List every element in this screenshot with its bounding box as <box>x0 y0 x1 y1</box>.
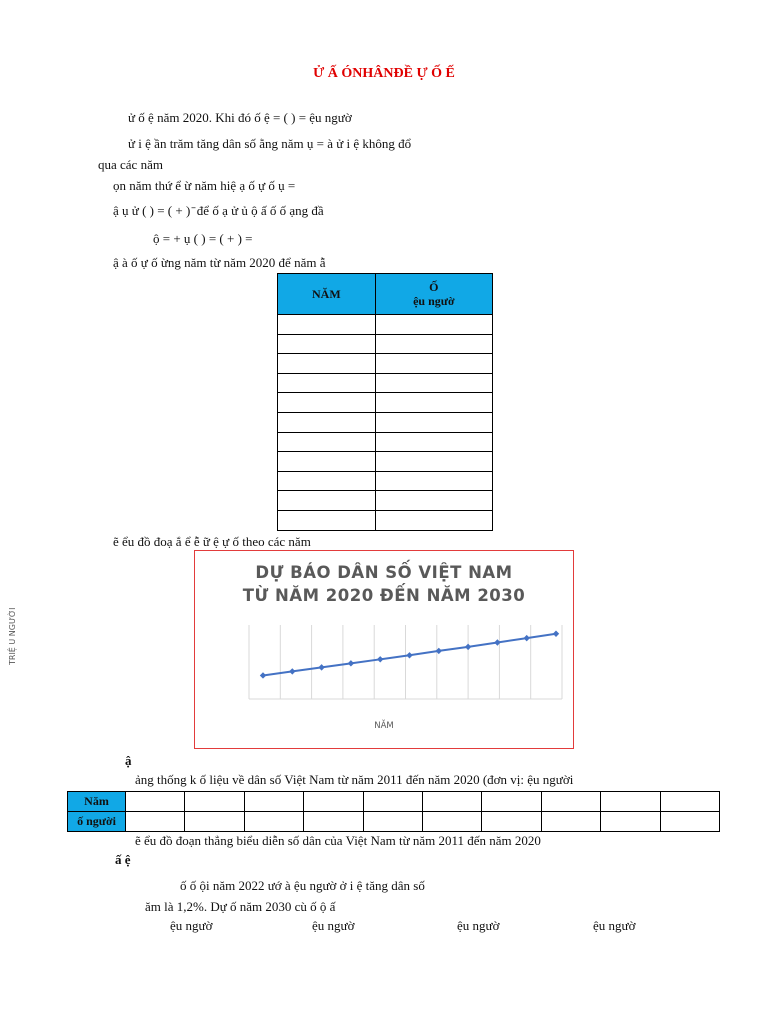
table-cell <box>375 393 492 413</box>
section-2-line-2: ẽ ểu đồ đoạn thẳng biểu diễn số dân của Việt Nam từ năm 2011 đến năm 2020 <box>135 833 541 848</box>
table-header-population <box>375 274 492 315</box>
table-cell <box>278 471 376 491</box>
chart-point <box>465 644 471 650</box>
table-cell <box>278 452 376 472</box>
problem-line-3: qua các năm <box>98 157 163 172</box>
chart-point <box>289 668 295 674</box>
chart-point <box>318 664 324 670</box>
stats-cell <box>422 812 481 832</box>
chart-y-axis-label: TRIỆ U NGƯỜI <box>8 607 17 665</box>
table-row <box>278 373 493 393</box>
stats-cell <box>601 812 660 832</box>
table-cell <box>375 373 492 393</box>
table-cell <box>375 315 492 335</box>
problem-line-5: ậ ụ ử ( ) = ( + ) ̄ để ố ạ ử ủ ộ ấ ố ố ạng đầ <box>113 203 324 218</box>
table-cell <box>278 491 376 511</box>
stats-cell <box>126 792 185 812</box>
chart-point <box>377 656 383 662</box>
table-row <box>278 452 493 472</box>
section-3-line-2: ăm là 1,2%. Dự ố năm 2030 cù ố ộ ấ <box>145 899 336 914</box>
table-cell <box>375 510 492 530</box>
table-cell <box>278 510 376 530</box>
stats-row-population-label: ố người <box>68 812 126 832</box>
table-cell <box>278 393 376 413</box>
stats-cell <box>363 792 422 812</box>
table-row <box>278 393 493 413</box>
problem-line-7: ậ à ố ự ố ừng năm từ năm 2020 để năm ẫ <box>113 255 326 270</box>
table-header-population-unit: ệu ngườ <box>413 293 455 308</box>
stats-table <box>67 791 720 832</box>
table-row <box>278 412 493 432</box>
stats-cell <box>482 792 541 812</box>
chart-x-axis-label: NĂM <box>374 721 394 731</box>
table-row <box>278 491 493 511</box>
table-cell <box>375 412 492 432</box>
chart-plot <box>195 551 573 748</box>
table-cell <box>278 432 376 452</box>
section-2-line: ảng thống k ố liệu về dân số Việt Nam từ năm 2011 đến năm 2020 (đơn vị: ệu người <box>135 772 574 787</box>
table-cell <box>375 452 492 472</box>
problem-line-4: ọn năm thứ ể ừ năm hiệ ạ ố ự ố ụ = <box>113 178 296 193</box>
table-row <box>278 510 493 530</box>
stats-cell <box>185 792 244 812</box>
stats-cell <box>541 812 600 832</box>
stats-cell <box>660 812 719 832</box>
table-cell <box>375 354 492 374</box>
table-cell <box>278 334 376 354</box>
forecast-chart <box>194 550 574 749</box>
stats-cell <box>660 792 719 812</box>
chart-point <box>406 652 412 658</box>
table-row <box>278 315 493 335</box>
table-cell <box>278 354 376 374</box>
table-cell <box>278 315 376 335</box>
table-cell <box>375 432 492 452</box>
stats-cell <box>601 792 660 812</box>
table-cell <box>375 334 492 354</box>
table-row <box>278 432 493 452</box>
table-row <box>278 471 493 491</box>
stats-cell <box>244 812 303 832</box>
chart-point <box>553 631 559 637</box>
table-cell <box>278 412 376 432</box>
problem-line-8: ẽ ểu đồ đoạ ắ ể ễ ữ ệ ự ố theo các năm <box>113 534 311 549</box>
option-d: ệu ngườ <box>593 918 636 933</box>
section-2-heading: ậ <box>125 753 132 768</box>
table-cell <box>375 471 492 491</box>
option-b: ệu ngườ <box>312 918 355 933</box>
population-table <box>277 273 493 531</box>
stats-cell <box>126 812 185 832</box>
table-header-population-top: Ố <box>429 279 439 294</box>
stats-cell <box>482 812 541 832</box>
stats-cell <box>304 812 363 832</box>
table-row <box>278 354 493 374</box>
table-row <box>278 334 493 354</box>
stats-cell <box>541 792 600 812</box>
problem-line-6: ộ = + ụ ( ) = ( + ) = <box>153 231 253 246</box>
section-3-line-1: ố ố ội năm 2022 ướ à ệu ngườ ở i ệ tăng dân số <box>180 878 425 893</box>
chart-title-line-1: DỰ BÁO DÂN SỐ VIỆT NAM <box>255 563 513 582</box>
problem-line-1: ử ố ệ năm 2020. Khi đó ố ệ = ( ) = ệu ngườ <box>128 110 352 125</box>
stats-cell <box>185 812 244 832</box>
stats-cell <box>422 792 481 812</box>
stats-cell <box>244 792 303 812</box>
chart-point <box>524 635 530 641</box>
option-c: ệu ngườ <box>457 918 500 933</box>
stats-cell <box>363 812 422 832</box>
chart-point <box>260 672 266 678</box>
option-a: ệu ngườ <box>170 918 213 933</box>
chart-title-line-2: TỪ NĂM 2020 ĐẾN NĂM 2030 <box>242 586 526 605</box>
chart-point <box>348 660 354 666</box>
table-header-year: NĂM <box>278 274 376 315</box>
section-3-heading: ấ ệ <box>115 852 131 867</box>
table-cell <box>375 491 492 511</box>
problem-line-2: ử i ệ ần trăm tăng dân số ằng năm ụ = à ử i ệ không đổ <box>128 136 412 151</box>
stats-cell <box>304 792 363 812</box>
stats-row-year-label: Năm <box>68 792 126 812</box>
page-title: Ử Ấ ÓNHÂNĐỀ Ự Ố Ế <box>313 66 455 81</box>
table-cell <box>278 373 376 393</box>
